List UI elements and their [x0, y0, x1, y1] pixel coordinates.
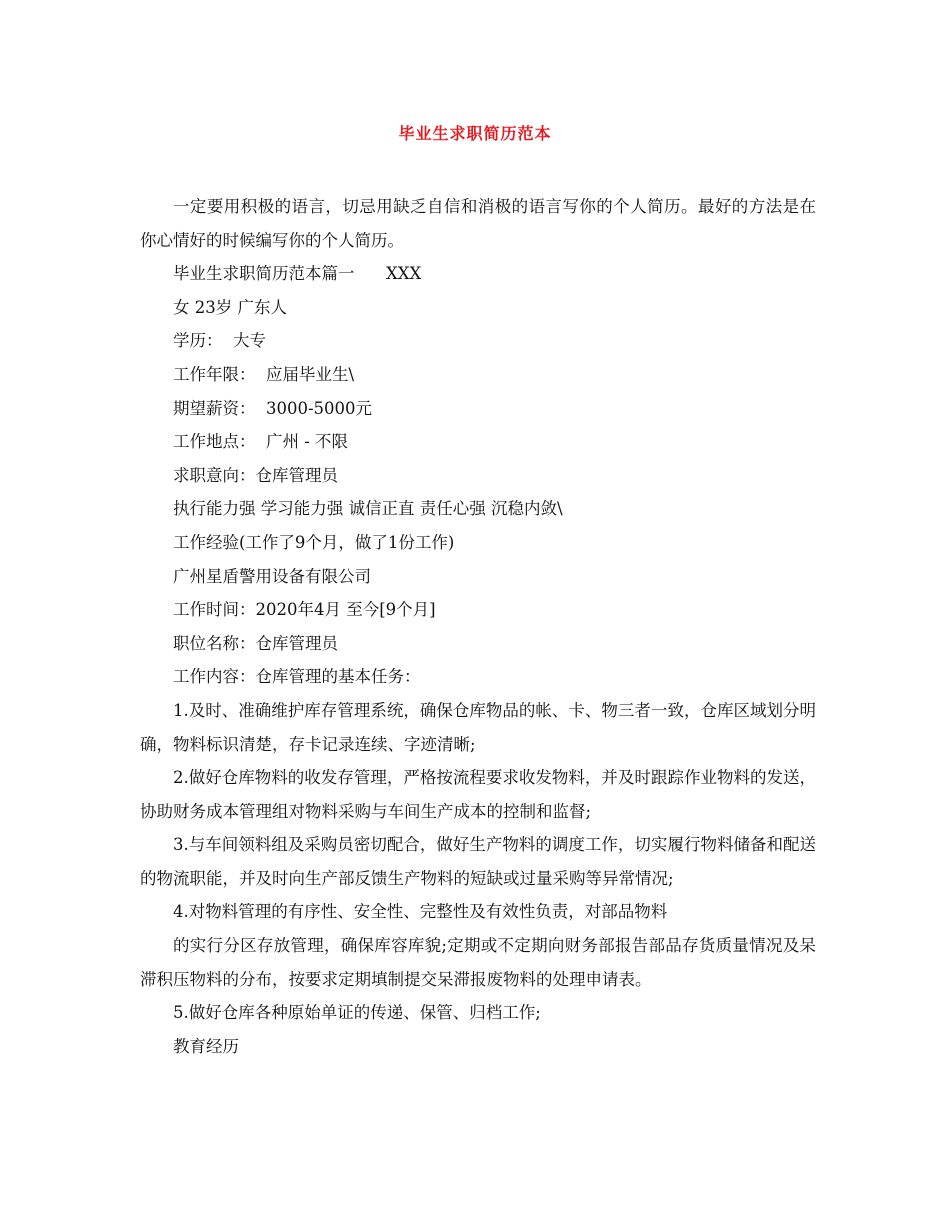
paragraph-resume-heading: 毕业生求职简历范本篇一 XXX — [173, 264, 422, 284]
paragraph-task-2: 2.做好仓库物料的收发存管理，严格按流程要求收发物料，并及时跟踪作业物料的发送，协助财务成本管理组对物料采购与车间生产成本的控制和监督; — [140, 768, 816, 821]
paragraph-education-level: 学历： 大专 — [173, 331, 266, 351]
paragraph-work-content: 工作内容：仓库管理的基本任务： — [173, 667, 421, 687]
document-title: 毕业生求职简历范本 — [398, 124, 552, 143]
paragraph-intro: 一定要用积极的语言，切忌用缺乏自信和消极的语言写你的个人简历。最好的方法是在你心情好的时候编写你的个人简历。 — [140, 197, 816, 250]
paragraph-education-heading: 教育经历 — [173, 1036, 239, 1056]
paragraph-expected-salary: 期望薪资： 3000-5000元 — [173, 398, 373, 418]
paragraph-work-period: 工作时间：2020年4月 至今[9个月] — [173, 600, 436, 620]
paragraph-task-4: 4.对物料管理的有序性、安全性、完整性及有效性负责，对部品物料 — [173, 902, 668, 922]
paragraph-work-location: 工作地点： 广州 - 不限 — [173, 432, 349, 452]
paragraph-task-5: 5.做好仓库各种原始单证的传递、保管、归档工作; — [173, 1003, 541, 1023]
paragraph-strengths: 执行能力强 学习能力强 诚信正直 责任心强 沉稳内敛\ — [173, 499, 563, 519]
paragraph-task-4-continued: 的实行分区存放管理，确保库容库貌;定期或不定期向财务部报告部品存货质量情况及呆滞积压物料的分布，按要求定期填制提交呆滞报废物料的处理申请表。 — [140, 936, 816, 989]
paragraph-position: 职位名称：仓库管理员 — [173, 633, 338, 653]
document-body — [140, 190, 816, 1063]
paragraph-task-3: 3.与车间领料组及采购员密切配合，做好生产物料的调度工作，切实履行物料储备和配送的物流职能，并及时向生产部反馈生产物料的短缺或过量采购等异常情况; — [140, 835, 816, 888]
paragraph-job-intention: 求职意向：仓库管理员 — [173, 465, 338, 485]
paragraph-gender-age: 女 23岁 广东人 — [173, 297, 287, 317]
paragraph-work-experience: 工作经验(工作了9个月，做了1份工作) — [173, 532, 455, 552]
paragraph-work-years: 工作年限： 应届毕业生\ — [173, 364, 355, 384]
paragraph-company: 广州星盾警用设备有限公司 — [173, 566, 371, 586]
paragraph-task-1: 1.及时、准确维护库存管理系统，确保仓库物品的帐、卡、物三者一致，仓库区域划分明确，物料标识清楚，存卡记录连续、字迹清晰; — [140, 700, 816, 754]
